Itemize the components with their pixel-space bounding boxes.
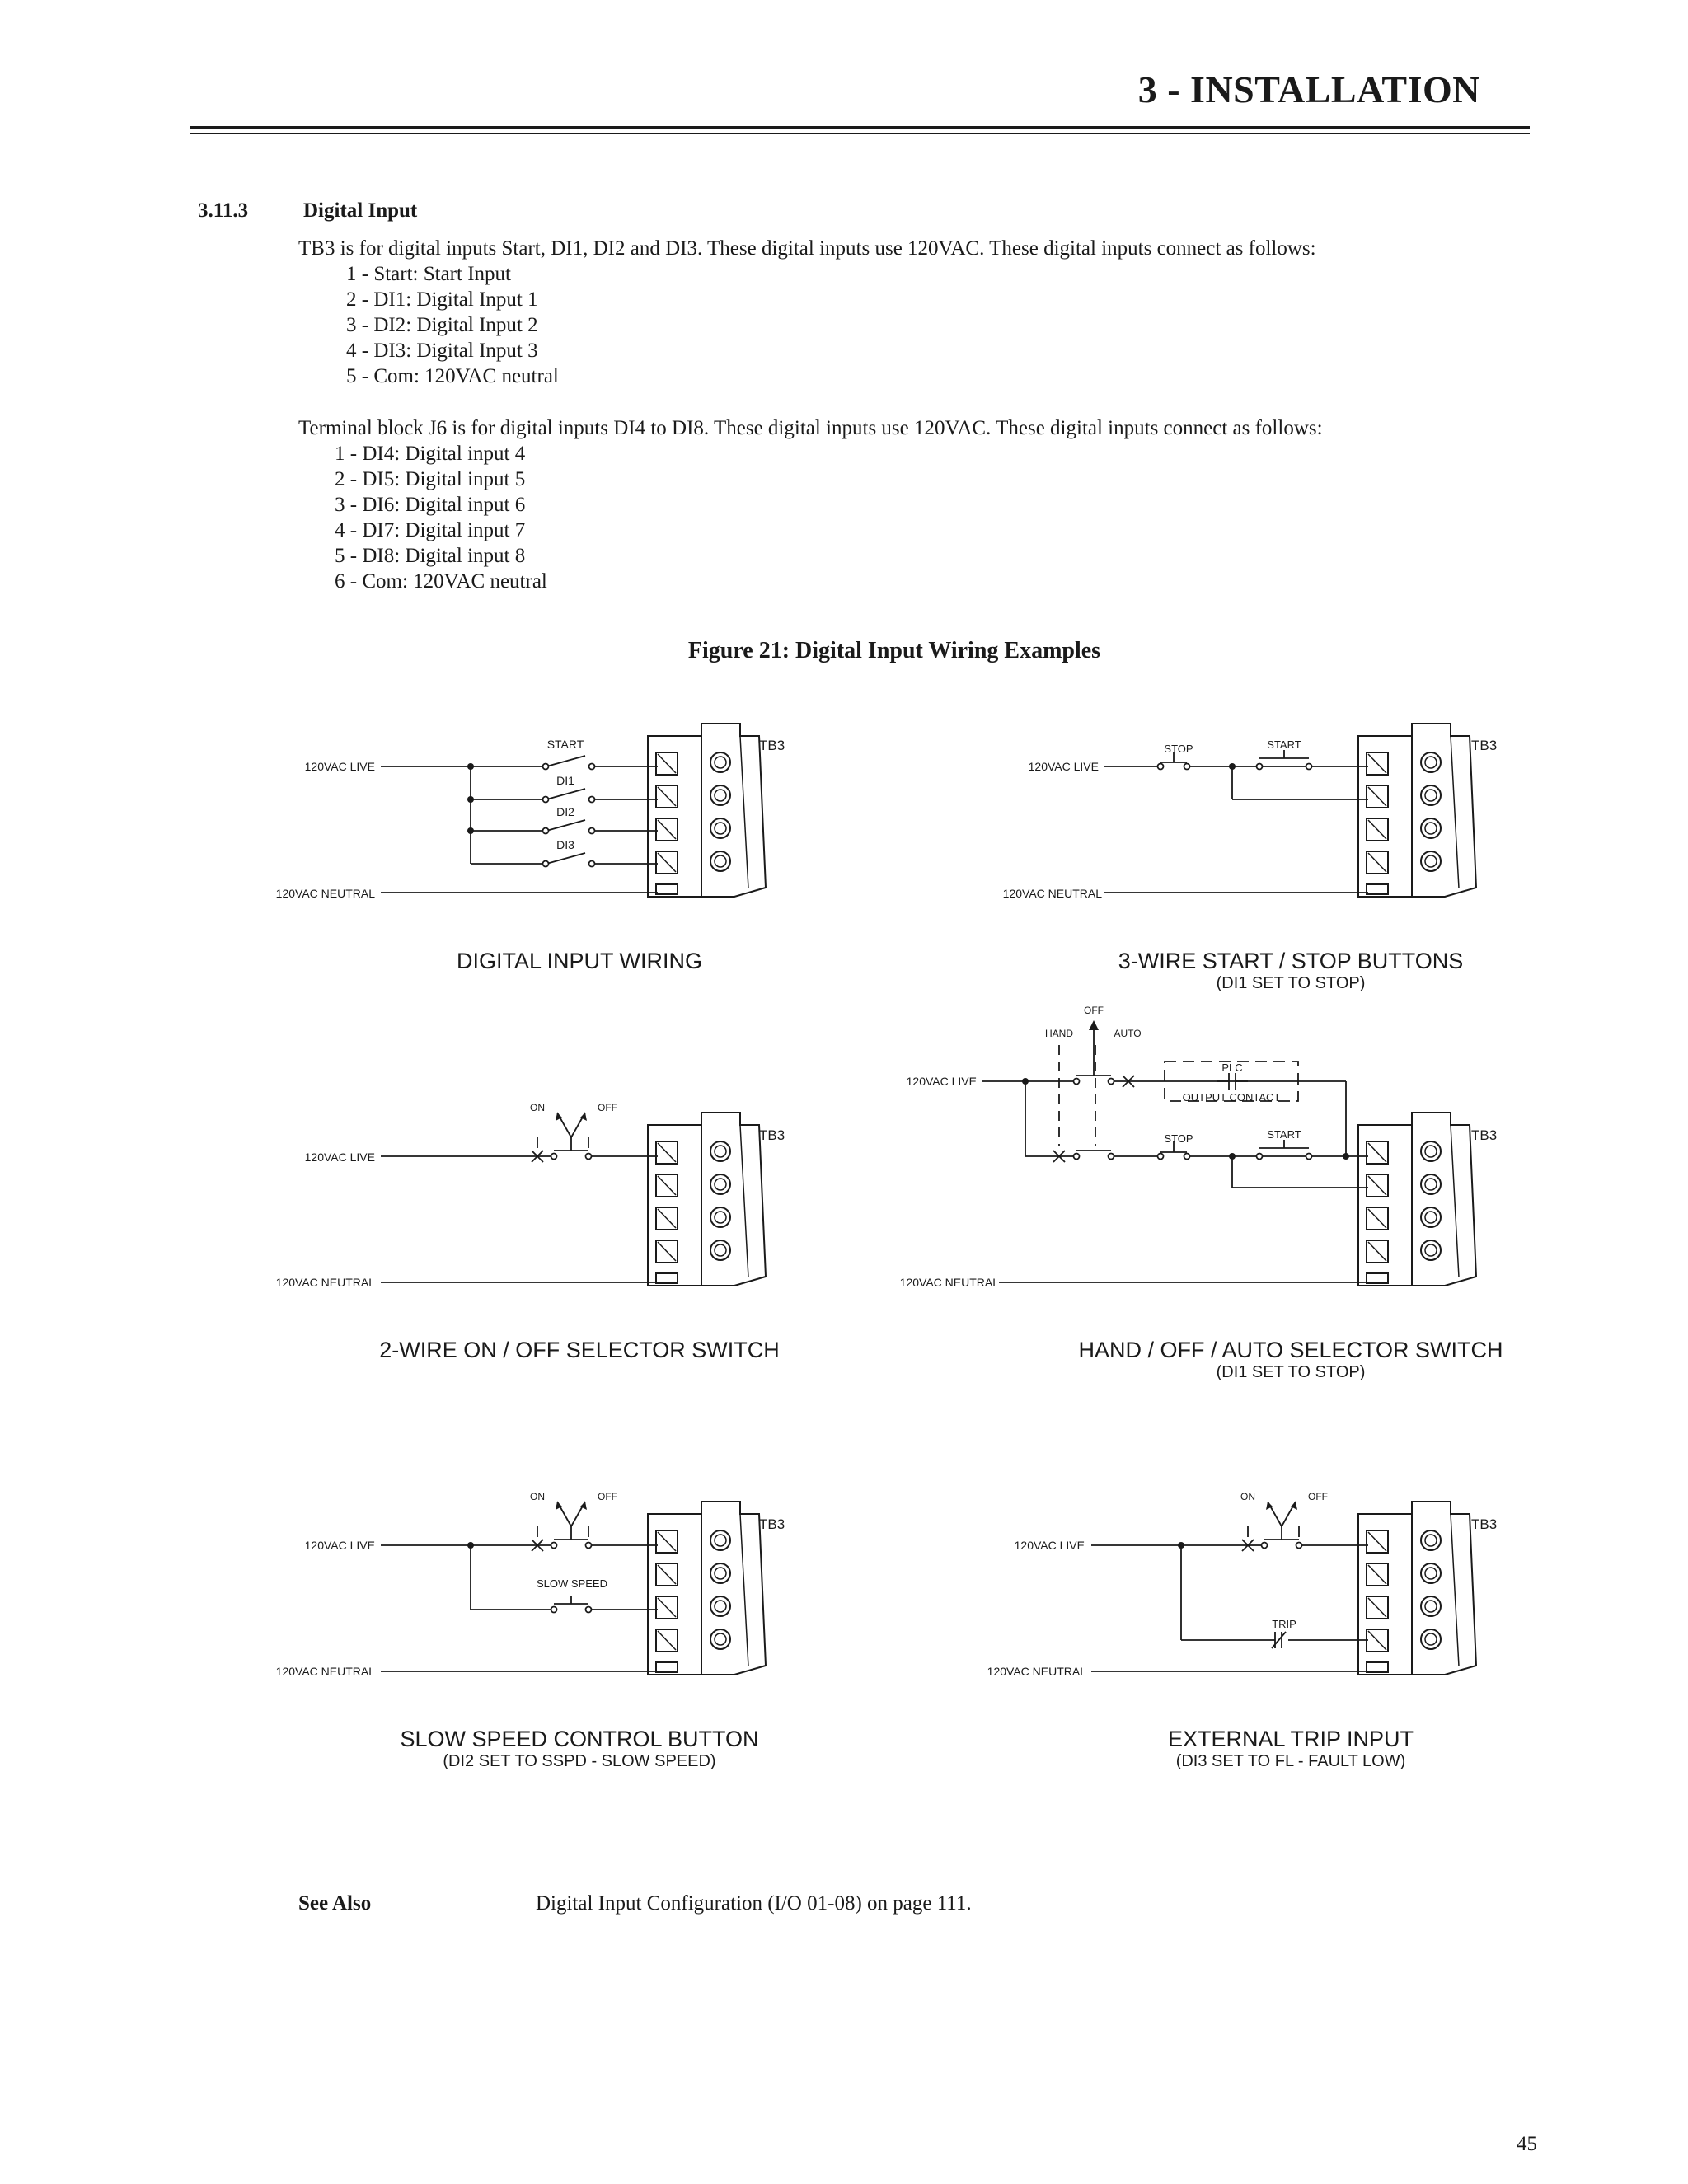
output-contact-label: OUTPUT CONTACT bbox=[1182, 1091, 1281, 1104]
diagram-hand-off-auto bbox=[900, 1005, 1503, 1381]
plc-label: PLC bbox=[1221, 1062, 1243, 1074]
list-item: 1 - Start: Start Input bbox=[346, 263, 511, 285]
auto-label: AUTO bbox=[1114, 1028, 1142, 1039]
neutral-label: 120VAC NEUTRAL bbox=[899, 1276, 999, 1289]
tb3-intro: TB3 is for digital inputs Start, DI1, DI2 and DI3. These digital inputs use 120VAC. These digital inputs connect as follows: bbox=[298, 237, 1316, 260]
figure-title: Figure 21: Digital Input Wiring Examples bbox=[687, 638, 1101, 663]
j6-intro: Terminal block J6 is for digital inputs DI4 to DI8. These digital inputs use 120VAC. These digital inputs connect as follows: bbox=[298, 417, 1323, 439]
live-label: 120VAC LIVE bbox=[304, 1539, 375, 1552]
diagram-title: EXTERNAL TRIP INPUT bbox=[1167, 1727, 1414, 1751]
list-item: 6 - Com: 120VAC neutral bbox=[335, 570, 547, 593]
list-item: 1 - DI4: Digital input 4 bbox=[335, 443, 526, 465]
off-label: OFF bbox=[598, 1102, 617, 1113]
terminal-block-label: TB3 bbox=[1471, 1516, 1498, 1532]
diagram-subtitle: (DI1 SET TO STOP) bbox=[1216, 1363, 1366, 1381]
terminal-block bbox=[1358, 1113, 1476, 1286]
terminal-block-label: TB3 bbox=[759, 1516, 785, 1532]
live-label: 120VAC LIVE bbox=[1014, 1539, 1085, 1552]
list-item: 5 - Com: 120VAC neutral bbox=[346, 365, 559, 387]
live-label: 120VAC LIVE bbox=[906, 1075, 977, 1088]
neutral-label: 120VAC NEUTRAL bbox=[987, 1665, 1086, 1678]
section-number: 3.11.3 bbox=[198, 199, 249, 222]
neutral-label: 120VAC NEUTRAL bbox=[275, 887, 375, 900]
list-item: 4 - DI3: Digital Input 3 bbox=[346, 340, 538, 362]
terminal-block bbox=[648, 724, 766, 897]
list-item: 3 - DI6: Digital input 6 bbox=[335, 494, 526, 516]
start-label: START bbox=[1267, 738, 1301, 751]
off-label: OFF bbox=[598, 1491, 617, 1502]
list-item: 4 - DI7: Digital input 7 bbox=[335, 519, 526, 541]
diagram-title: SLOW SPEED CONTROL BUTTON bbox=[400, 1727, 759, 1751]
di3-label: DI3 bbox=[556, 838, 574, 851]
see-also-link[interactable]: Digital Input Configuration (I/O 01-08) on page 111. bbox=[536, 1892, 972, 1915]
on-label: ON bbox=[1240, 1491, 1255, 1502]
di2-label: DI2 bbox=[556, 805, 574, 818]
diagram-subtitle: (DI1 SET TO STOP) bbox=[1216, 974, 1366, 992]
diagram-title: HAND / OFF / AUTO SELECTOR SWITCH bbox=[1078, 1338, 1503, 1362]
diagram-subtitle: (DI3 SET TO FL - FAULT LOW) bbox=[1175, 1752, 1406, 1770]
terminal-block bbox=[648, 1502, 766, 1675]
list-item: 2 - DI1: Digital Input 1 bbox=[346, 288, 538, 311]
live-label: 120VAC LIVE bbox=[1028, 760, 1099, 773]
see-also-label: See Also bbox=[298, 1892, 372, 1915]
diagram-title: 2-WIRE ON / OFF SELECTOR SWITCH bbox=[379, 1338, 780, 1362]
diagram-3-wire-start-stop bbox=[1003, 724, 1498, 992]
off-label: OFF bbox=[1084, 1005, 1104, 1016]
section-title: Digital Input bbox=[303, 199, 418, 222]
on-label: ON bbox=[530, 1102, 545, 1113]
neutral-label: 120VAC NEUTRAL bbox=[275, 1276, 375, 1289]
terminal-block bbox=[1358, 1502, 1476, 1675]
trip-label: TRIP bbox=[1272, 1618, 1296, 1630]
diagram-title: DIGITAL INPUT WIRING bbox=[456, 949, 703, 973]
list-item: 2 - DI5: Digital input 5 bbox=[335, 468, 526, 490]
off-label: OFF bbox=[1308, 1491, 1328, 1502]
diagram-2-wire-on-off bbox=[276, 1102, 785, 1362]
diagram-slow-speed bbox=[276, 1491, 785, 1770]
hand-label: HAND bbox=[1044, 1028, 1074, 1039]
chapter-heading: 3 - INSTALLATION bbox=[1137, 68, 1480, 110]
diagram-external-trip bbox=[987, 1491, 1498, 1770]
list-item: 3 - DI2: Digital Input 2 bbox=[346, 314, 538, 336]
slow-speed-label: SLOW SPEED bbox=[537, 1577, 607, 1590]
terminal-block-label: TB3 bbox=[759, 738, 785, 753]
neutral-label: 120VAC NEUTRAL bbox=[275, 1665, 375, 1678]
terminal-block-label: TB3 bbox=[759, 1127, 785, 1143]
terminal-block-label: TB3 bbox=[1471, 1127, 1498, 1143]
live-label: 120VAC LIVE bbox=[304, 760, 375, 773]
neutral-label: 120VAC NEUTRAL bbox=[1002, 887, 1102, 900]
start-label: START bbox=[546, 738, 584, 751]
terminal-block bbox=[648, 1113, 766, 1286]
on-label: ON bbox=[530, 1491, 545, 1502]
di1-label: DI1 bbox=[556, 774, 574, 787]
page-number: 45 bbox=[1517, 2133, 1537, 2155]
live-label: 120VAC LIVE bbox=[304, 1151, 375, 1164]
stop-label: STOP bbox=[1164, 1132, 1193, 1145]
start-label: START bbox=[1267, 1128, 1301, 1141]
stop-label: STOP bbox=[1164, 743, 1193, 755]
diagram-title: 3-WIRE START / STOP BUTTONS bbox=[1118, 949, 1464, 973]
diagram-digital-input-wiring bbox=[276, 724, 785, 973]
terminal-block-label: TB3 bbox=[1471, 738, 1498, 753]
terminal-block bbox=[1358, 724, 1476, 897]
diagram-subtitle: (DI2 SET TO SSPD - SLOW SPEED) bbox=[443, 1752, 716, 1770]
list-item: 5 - DI8: Digital input 8 bbox=[335, 545, 526, 567]
